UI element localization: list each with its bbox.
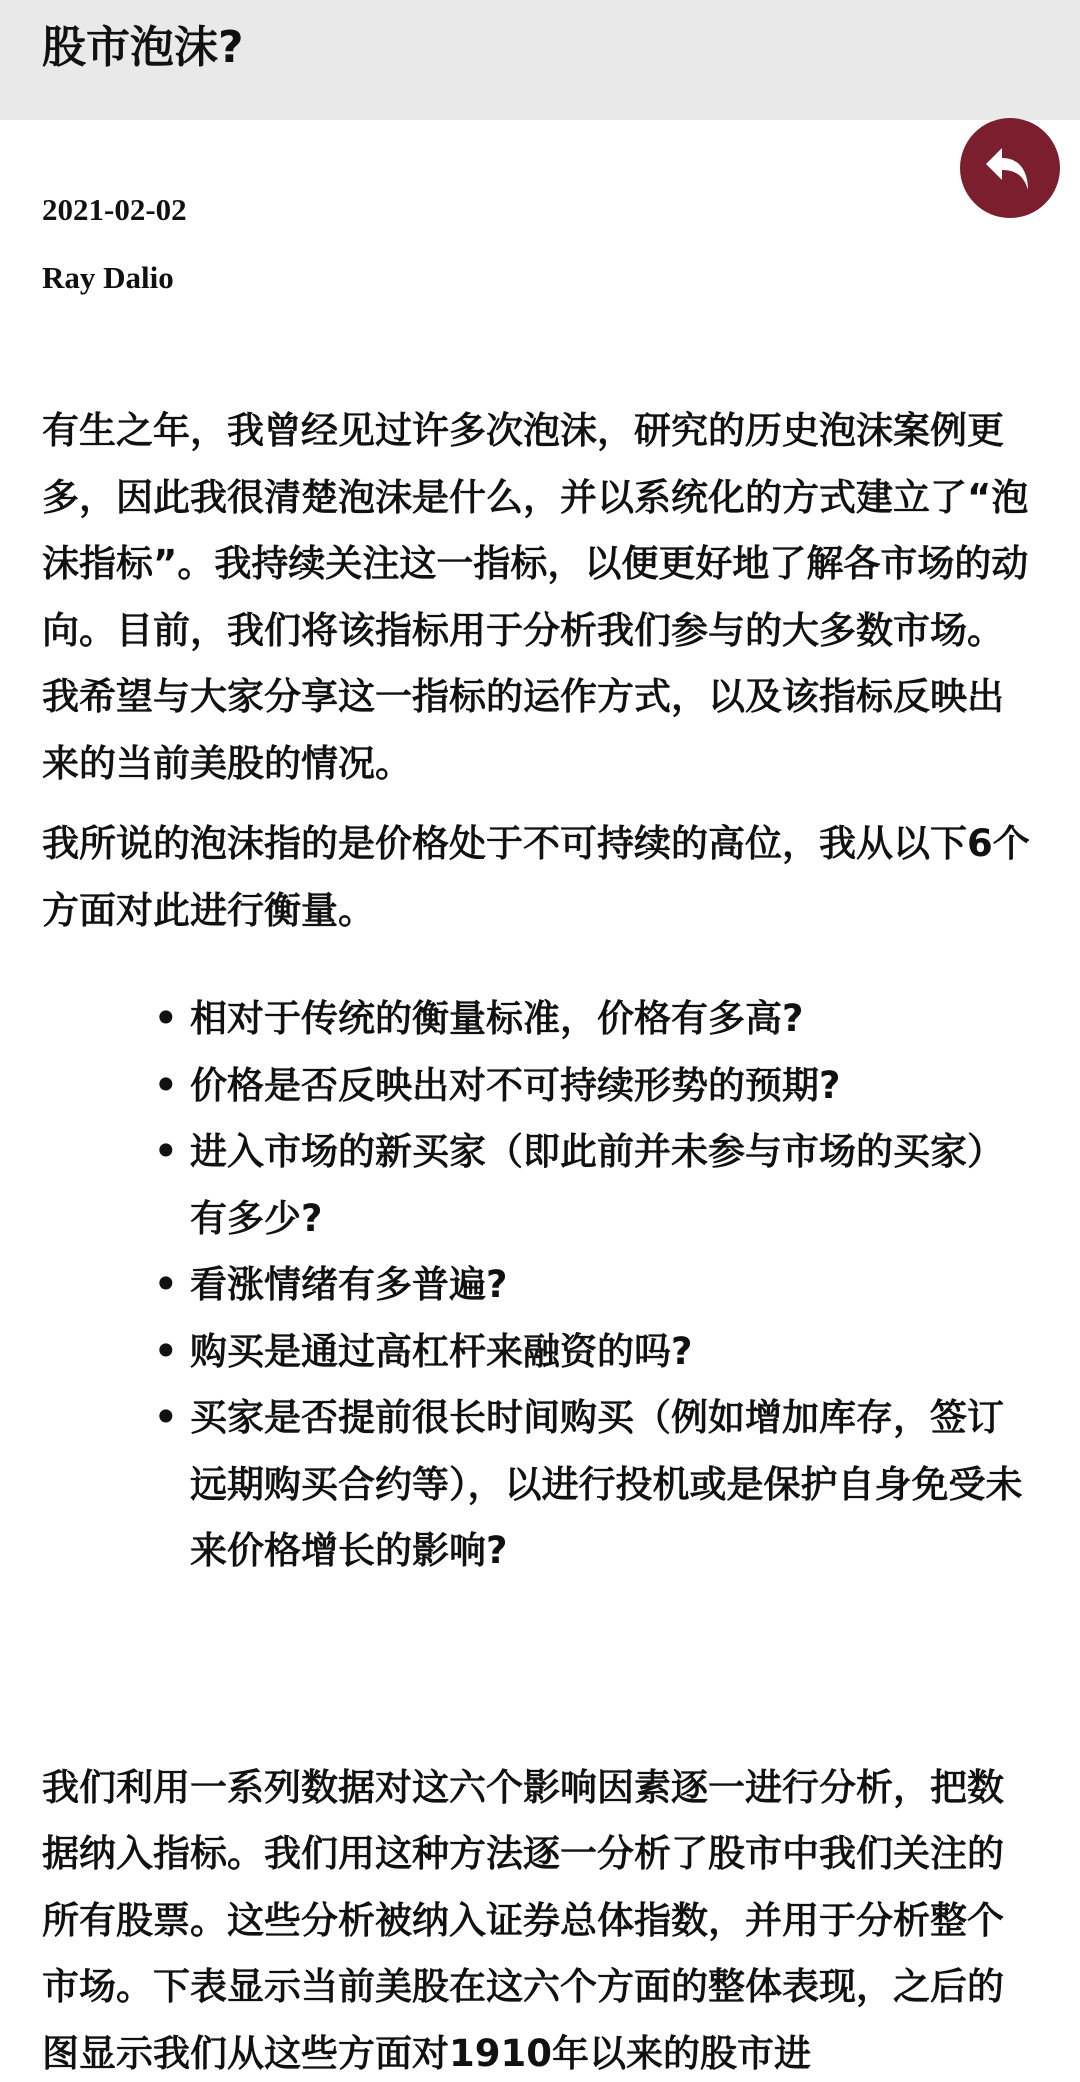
back-button[interactable] — [960, 118, 1060, 218]
bullet-icon: • — [154, 1329, 178, 1373]
bullet-icon: • — [154, 997, 178, 1040]
paragraph: 我们利用一系列数据对这六个影响因素逐一进行分析，把数据纳入指标。我们用这种方法逐一分析了股市中我们关注的所有股票。这些分析被纳入证券总体指数，并用于分析整个市场。下表显示当前美股在这六个方面的整体表现，之后的图显示我们从这些方面对1910年以来的股市进 — [42, 1765, 1004, 2075]
back-arrow-icon — [980, 138, 1040, 198]
bullet-icon: • — [154, 1130, 178, 1173]
paragraph: 有生之年，我曾经见过许多次泡沫，研究的历史泡沫案例更多，因此我很清楚泡沫是什么，并以系统化的方式建立了“泡沫指标”。我持续关注这一指标，以便更好地了解各市场的动向。目前，我们将该指标用于分析我们参与的大多数市场。我希望与大家分享这一指标的运作方式，以及该指标反映出来的当前美股的情况。 — [42, 409, 1029, 785]
list-item: • 购买是通过高杠杆来融资的吗? — [154, 1319, 1038, 1386]
list-item: • 价格是否反映出对不可持续形势的预期? — [154, 1053, 1038, 1120]
paragraph: 我所说的泡沫指的是价格处于不可持续的高位，我从以下6个方面对此进行衡量。 — [42, 822, 1030, 932]
bullet-list — [42, 986, 1038, 1585]
bullet-icon: • — [154, 1263, 178, 1306]
page-header — [0, 0, 1080, 120]
article-meta — [0, 120, 1080, 298]
article-body — [0, 398, 1080, 2082]
author-name: Ray Dalio — [42, 260, 174, 295]
list-item: • 看涨情绪有多普遍? — [154, 1252, 1038, 1319]
bullet-icon: • — [154, 1396, 178, 1439]
list-item: • 买家是否提前很长时间购买（例如增加库存，签订远期购买合约等），以进行投机或是保护自身免受未来价格增长的影响? — [154, 1385, 1038, 1585]
page-title: 股市泡沫? — [42, 22, 244, 73]
bullet-icon: • — [154, 1063, 178, 1107]
publish-date: 2021-02-02 — [42, 192, 187, 227]
list-item: • 相对于传统的衡量标准，价格有多高? — [154, 986, 1038, 1053]
list-item: • 进入市场的新买家（即此前并未参与市场的买家）有多少? — [154, 1119, 1038, 1252]
